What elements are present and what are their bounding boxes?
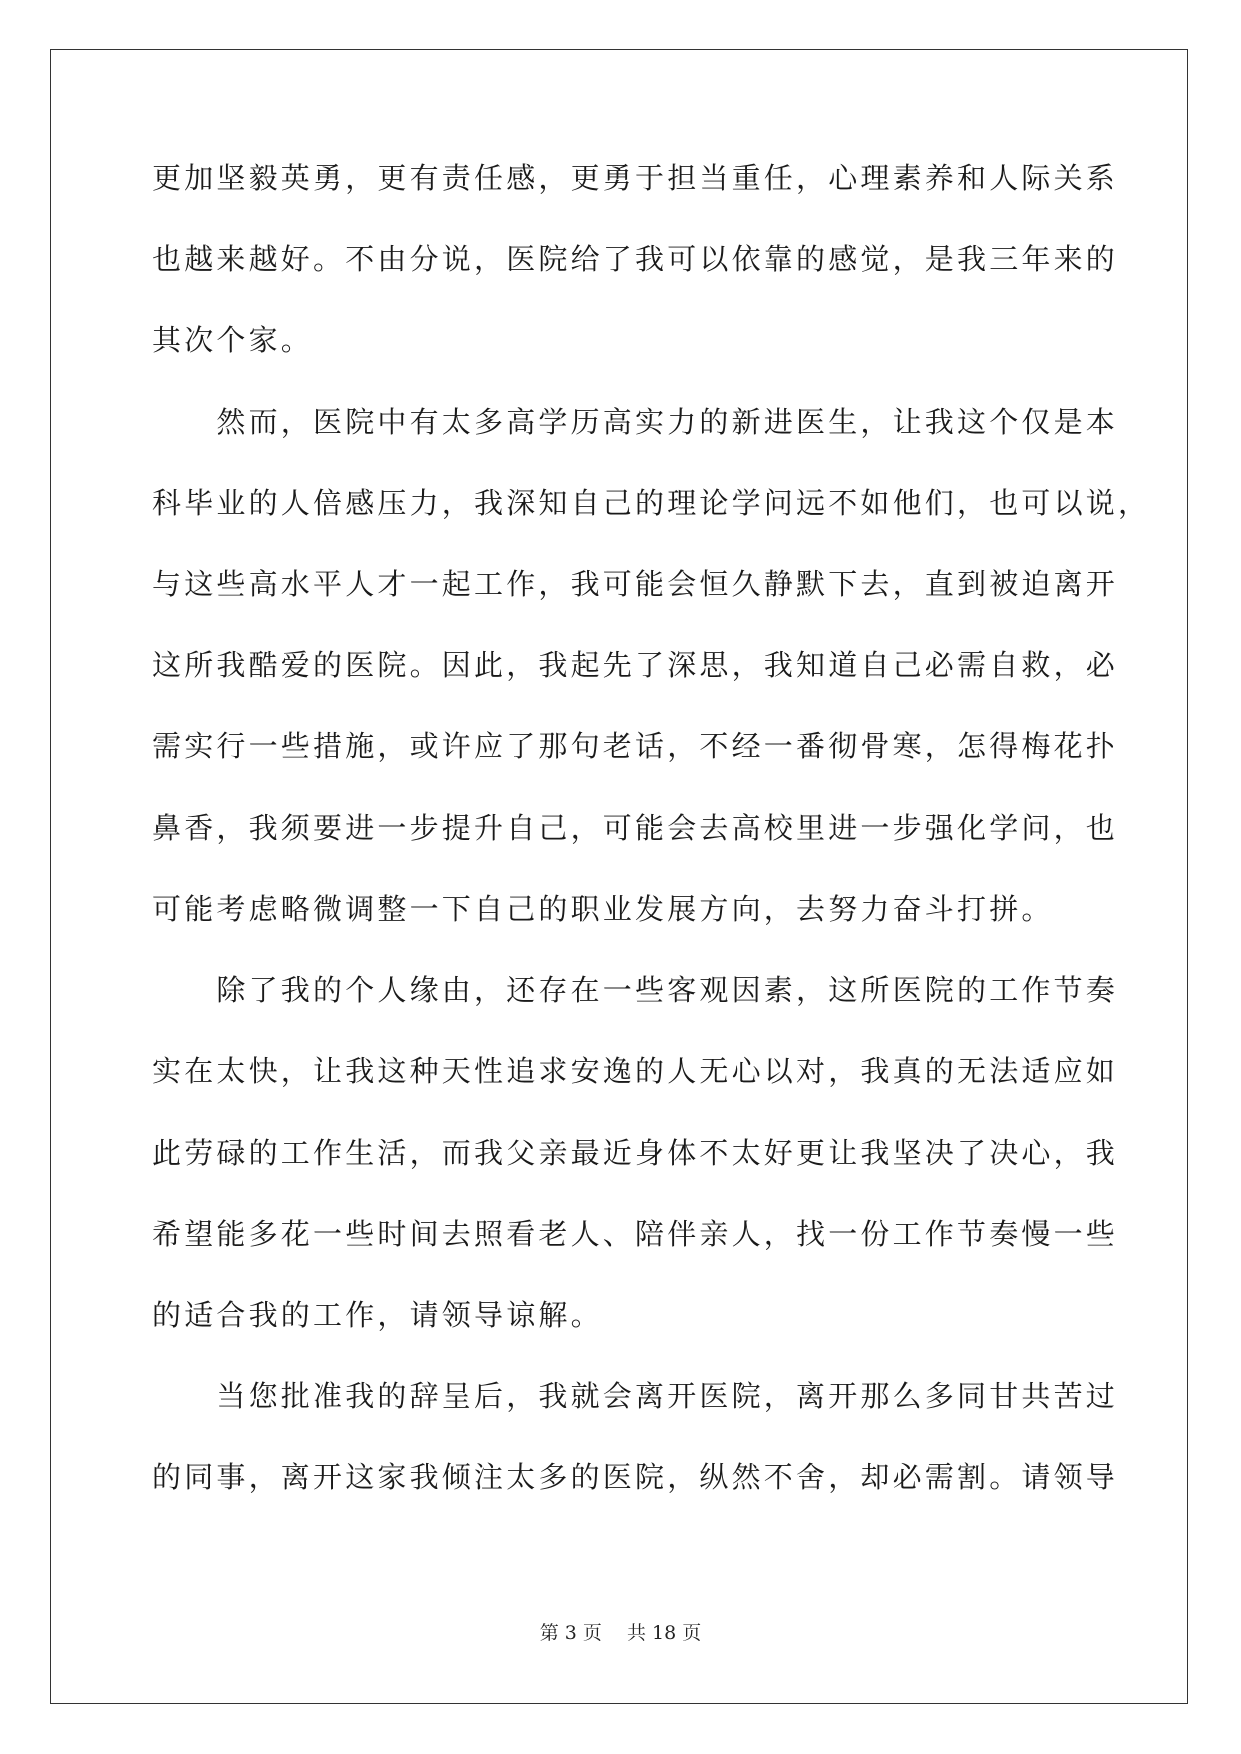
text-line: 希望能多花一些时间去照看老人、陪伴亲人，找一份工作节奏慢一些 xyxy=(152,1217,1119,1251)
page-border xyxy=(50,49,1188,1704)
text-line: 也越来越好。不由分说，医院给了我可以依靠的感觉，是我三年来的 xyxy=(152,242,1119,276)
text-line: 的同事，离开这家我倾注太多的医院，纵然不舍，却必需割。请领导 xyxy=(152,1460,1119,1494)
text-line: 其次个家。 xyxy=(152,323,314,357)
text-line: 的适合我的工作，请领导谅解。 xyxy=(152,1298,603,1332)
text-line: 这所我酷爱的医院。因此，我起先了深思，我知道自己必需自救，必 xyxy=(152,648,1119,682)
text-line: 然而，医院中有太多高学历高实力的新进医生，让我这个仅是本 xyxy=(152,405,1119,439)
text-line: 可能考虑略微调整一下自己的职业发展方向，去努力奋斗打拼。 xyxy=(152,892,1054,926)
text-line: 与这些高水平人才一起工作，我可能会恒久静默下去，直到被迫离开 xyxy=(152,567,1119,601)
text-line: 需实行一些措施，或许应了那句老话，不经一番彻骨寒，怎得梅花扑 xyxy=(152,729,1119,763)
page-number-footer: 第 3 页 共 18 页 xyxy=(539,1622,702,1644)
text-line: 除了我的个人缘由，还存在一些客观因素，这所医院的工作节奏 xyxy=(152,973,1119,1007)
text-line: 科毕业的人倍感压力，我深知自己的理论学问远不如他们，也可以说， xyxy=(152,486,1151,520)
text-line: 更加坚毅英勇，更有责任感，更勇于担当重任，心理素养和人际关系 xyxy=(152,161,1119,195)
text-line: 鼻香，我须要进一步提升自己，可能会去高校里进一步强化学问，也 xyxy=(152,811,1119,845)
text-line: 此劳碌的工作生活，而我父亲最近身体不太好更让我坚决了决心，我 xyxy=(152,1136,1119,1170)
text-line: 实在太快，让我这种天性追求安逸的人无心以对，我真的无法适应如 xyxy=(152,1054,1119,1088)
text-line: 当您批准我的辞呈后，我就会离开医院，离开那么多同甘共苦过 xyxy=(152,1379,1119,1413)
